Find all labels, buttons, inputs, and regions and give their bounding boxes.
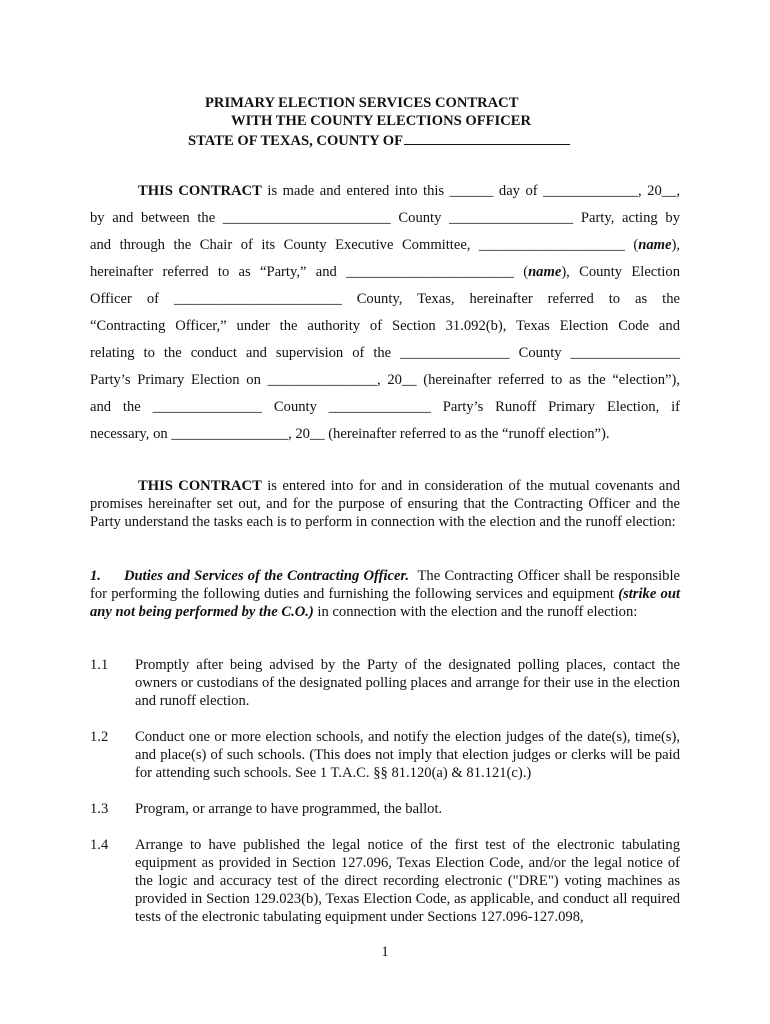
intro-line — [90, 265, 680, 292]
county-blank — [404, 131, 570, 145]
intro-line3-a: and through the Chair of its County Executive Committee, ____________________ ( — [90, 237, 639, 253]
contract-title-line3 — [188, 131, 570, 150]
intro-line — [90, 238, 680, 265]
intro-paragraph — [90, 184, 680, 454]
section-text-a: The Contracting Officer shall be responsible for performing the following duties and furnishing the following services and equipment — [90, 568, 680, 602]
para2-text: is entered into for and in consideration of the mutual covenants and promises hereinafter set out, and for the purpose of ensuring that the Contracting Officer and the Party understand the tasks each is to perform in connection with the election and the runoff election: — [90, 478, 681, 530]
section-1-paragraph — [90, 567, 680, 621]
contract-title-line2: WITH THE COUNTY ELECTIONS OFFICER — [231, 113, 532, 129]
item-text: Arrange to have published the legal notice of the first test of the electronic tabulating equipment as provided in Section 127.096, Texas Election Code, and/or the legal notice of the logic and accuracy test of the direct recording electronic ("DRE") voting machines as provided in Section 129.023(b), Texas Election Code, as applicable, and conduct all required tests of the electronic tabulating equipment under Sections 127.096-127.098, — [135, 837, 680, 925]
intro-line: “Contracting Officer,” under the authority of Section 31.092(b), Texas Election Code and — [90, 318, 680, 334]
state-county-label: STATE OF TEXAS, COUNTY OF — [188, 133, 404, 149]
item-number: 1.3 — [90, 801, 109, 817]
contract-title-line1: PRIMARY ELECTION SERVICES CONTRACT — [205, 95, 519, 111]
intro-line3-b: ), — [671, 237, 680, 253]
item-text: Promptly after being advised by the Party of the designated polling places, contact the owners or custodians of the designated polling places and arrange for their use in the election and runoff election. — [135, 657, 680, 709]
item-number: 1.1 — [90, 657, 109, 673]
item-number: 1.4 — [90, 837, 109, 853]
item-text: Program, or arrange to have programmed, the ballot. — [135, 801, 443, 817]
intro-lead: THIS CONTRACT — [138, 183, 262, 199]
intro-line: Party’s Primary Election on _______________, 20__ (hereinafter referred to as the “election”), — [90, 372, 680, 388]
intro-line: necessary, on ________________, 20__ (hereinafter referred to as the “runoff election”). — [90, 426, 610, 442]
intro-line4-a: hereinafter referred to as “Party,” and _______________________ ( — [90, 264, 529, 280]
intro-line — [90, 184, 680, 211]
intro-line: and the _______________ County ______________ Party’s Runoff Primary Election, if — [90, 399, 680, 415]
intro-line1-text: is made and entered into this ______ day of _____________, 20__, — [267, 183, 680, 199]
item-text: Conduct one or more election schools, and notify the election judges of the date(s), time(s), and place(s) of such schools. (This does not imply that election judges or clerks will be paid for attending such schools. See 1 T.A.C. §§ 81.120(a) & 81.121(c).) — [135, 729, 680, 781]
section-heading: Duties and Services of the Contracting Officer. — [124, 568, 410, 584]
section-text-b: in connection with the election and the runoff election: — [317, 604, 638, 620]
consideration-paragraph — [90, 477, 680, 531]
name-label: name — [638, 237, 672, 253]
intro-line: by and between the _______________________ County _________________ Party, acting by — [90, 210, 680, 226]
name-label: name — [528, 264, 562, 280]
item-number: 1.2 — [90, 729, 109, 745]
intro-line: relating to the conduct and supervision of the _______________ County _______________ — [90, 345, 680, 361]
para2-lead: THIS CONTRACT — [138, 478, 262, 494]
strike-note: (strike out any not being performed by the C.O.) — [90, 586, 681, 620]
intro-line: Officer of _______________________ County, Texas, hereinafter referred to as the — [90, 291, 680, 307]
section-number: 1. — [90, 568, 101, 584]
page-number: 1 — [381, 944, 389, 960]
intro-line4-b: ), County Election — [561, 264, 680, 280]
